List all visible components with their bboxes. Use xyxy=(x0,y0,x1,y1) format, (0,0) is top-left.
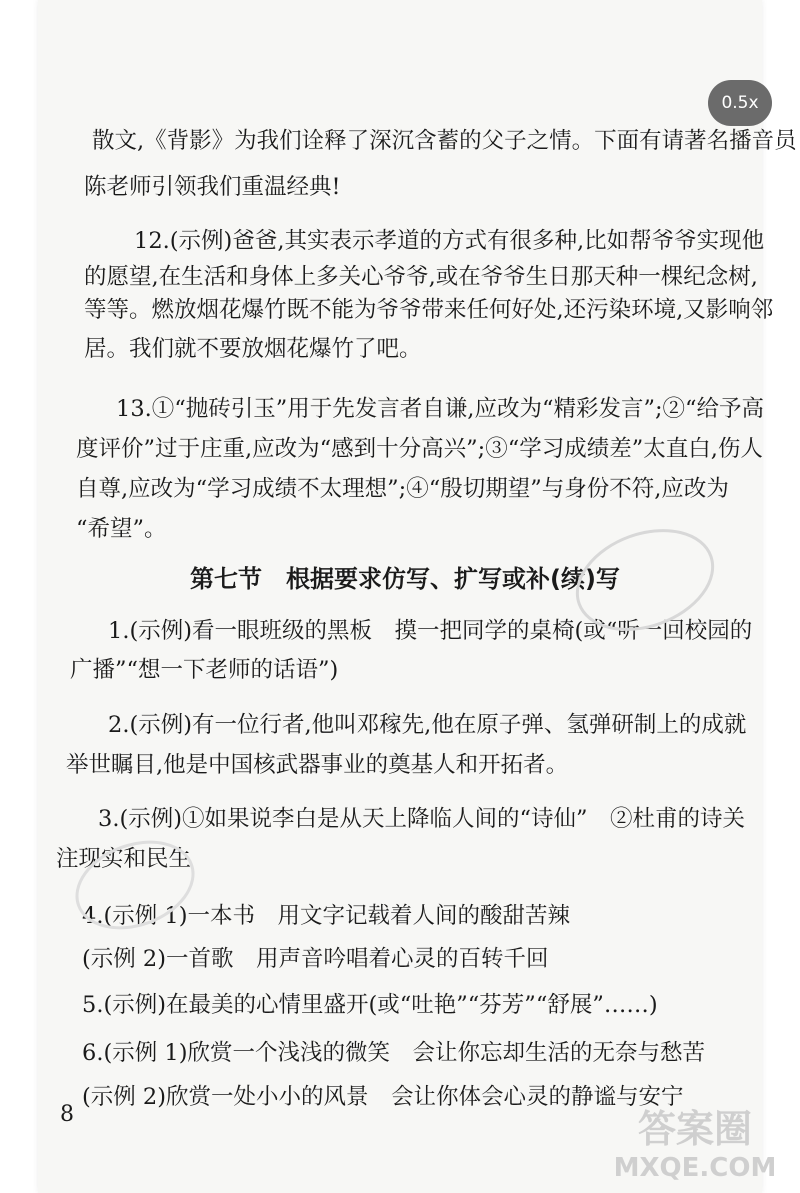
text-line-3: 12.(示例)爸爸,其实表示孝道的方式有很多种,比如帮爷爷实现他 xyxy=(134,228,765,254)
text-line-1: 散文,《背影》为我们诠释了深沉含蓄的父子之情。下面有请著名播音员 xyxy=(92,128,797,154)
text-line-2: 陈老师引领我们重温经典! xyxy=(84,174,341,200)
logo-url-text: MXQE.COM xyxy=(613,1153,777,1182)
text-line-10: “希望”。 xyxy=(76,516,167,542)
page-number: 8 xyxy=(60,1102,74,1127)
text-line-8: 度评价”过于庄重,应改为“感到十分高兴”;③“学习成绩差”太直白,伤人 xyxy=(76,436,763,462)
answer-line-4: 举世瞩目,他是中国核武器事业的奠基人和开拓者。 xyxy=(66,752,569,778)
answer-line-11: (示例 2)欣赏一处小小的风景 会让你体会心灵的静谧与安宁 xyxy=(82,1084,684,1110)
answer-line-1: 1.(示例)看一眼班级的黑板 摸一把同学的桌椅(或“听一回校园的 xyxy=(108,618,753,644)
section-heading: 第七节 根据要求仿写、扩写或补(续)写 xyxy=(190,565,620,593)
logo-text: 答案圈 xyxy=(637,1107,753,1151)
text-line-7: 13.①“抛砖引玉”用于先发言者自谦,应改为“精彩发言”;②“给予高 xyxy=(116,396,765,422)
answer-line-7: 4.(示例 1)一本书 用文字记载着人间的酸甜苦辣 xyxy=(82,903,570,929)
answer-line-9: 5.(示例)在最美的心情里盛开(或“吐艳”“芬芳”“舒展”……) xyxy=(82,992,658,1018)
answer-line-2: 广播”“想一下老师的话语”) xyxy=(70,657,339,683)
text-line-9: 自尊,应改为“学习成绩不太理想”;④“殷切期望”与身份不符,应改为 xyxy=(76,476,729,502)
answer-line-10: 6.(示例 1)欣赏一个浅浅的微笑 会让你忘却生活的无奈与愁苦 xyxy=(82,1040,705,1066)
site-logo-watermark xyxy=(605,1100,785,1182)
answer-line-8: (示例 2)一首歌 用声音吟唱着心灵的百转千回 xyxy=(82,946,549,972)
answer-line-3: 2.(示例)有一位行者,他叫邓稼先,他在原子弹、氢弹研制上的成就 xyxy=(108,712,747,738)
text-line-5: 等等。燃放烟花爆竹既不能为爷爷带来任何好处,还污染环境,又影响邻 xyxy=(84,297,774,323)
answer-line-5: 3.(示例)①如果说李白是从天上降临人间的“诗仙” ②杜甫的诗关 xyxy=(98,806,746,832)
zoom-level-badge[interactable]: 0.5x xyxy=(708,80,772,126)
text-line-4: 的愿望,在生活和身体上多关心爷爷,或在爷爷生日那天种一棵纪念树, xyxy=(84,264,758,290)
answer-line-6: 注现实和民生 xyxy=(56,846,192,872)
text-line-6: 居。我们就不要放烟花爆竹了吧。 xyxy=(84,336,422,362)
